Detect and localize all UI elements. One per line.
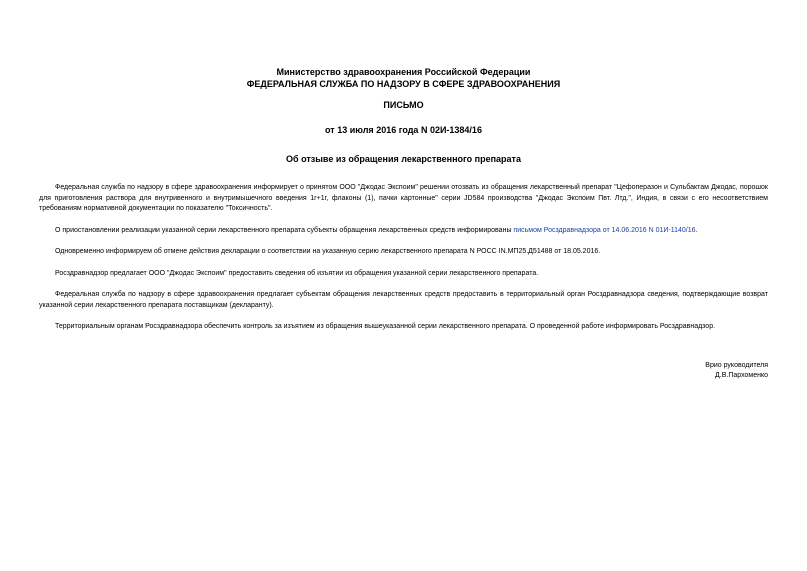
paragraph-declaration-cancel: Одновременно информируем об отмене действия декларации о соответствии на указанную серию лекарственного препарата N РОСС IN.МП25.Д51488 от 18.05.2016. [55,248,601,255]
paragraph-recall-notice: Федеральная служба по надзору в сфере здравоохранения информирует о принятом ООО "Джодас Экспоим" решении отозвать из обращения лекарственный препарат "Цефоперазон и Сульбактам Джодас, порошок для приготовления раствора для внутривенного и внутримышечного введения 1г+1г, флаконы (1), пачки картонные" серии JD584 производства "Джодас Экспоим Пвт. Лтд.", Индия, в связи с его несоответствием требованиям нормативной документации по показателю "Токсичность". [39,184,768,212]
document-date-number: от 13 июля 2016 года N 02И-1384/16 [325,125,482,135]
signatory-position: Врио руководителя [705,362,768,369]
document-subject: Об отзыве из обращения лекарственного препарата [286,154,521,164]
document-body [39,183,768,344]
paragraph-suspension-text: О приостановлении реализации указанной серии лекарственного препарата субъекты обращения лекарственных средств информированы [55,226,514,234]
ministry-name: Министерство здравоохранения Российской Федерации [276,67,531,77]
service-name: ФЕДЕРАЛЬНАЯ СЛУЖБА ПО НАДЗОРУ В СФЕРЕ ЗДРАВООХРАНЕНИЯ [246,79,561,89]
paragraph-control: Территориальным органам Росздравнадзора обеспечить контроль за изъятием из обращения вышеуказанной серии лекарственного препарата. О проведенной работе информировать Росздравнадзор. [55,323,716,330]
letter-reference-link[interactable]: письмом Росздравнадзора от 14.06.2016 N 01И-1140/16 [513,226,696,234]
document-type: ПИСЬМО [383,100,424,110]
document-header [0,66,807,90]
paragraph-suspension [39,226,768,237]
signature-block [705,361,768,381]
paragraph-return-info: Федеральная служба по надзору в сфере здравоохранения предлагает субъектам обращения лекарственных средств предоставить в территориальный орган Росздравнадзора сведения, подтверждающие возврат указанной серии лекарственного препарата поставщикам (декларанту). [39,291,768,309]
paragraph-suspension-end: . [695,226,698,234]
signatory-name: Д.В.Пархоменко [715,372,768,379]
paragraph-withdrawal-info: Росздравнадзор предлагает ООО "Джодас Экспоим" предоставить сведения об изъятии из обращения указанной серии лекарственного препарата. [55,269,539,277]
